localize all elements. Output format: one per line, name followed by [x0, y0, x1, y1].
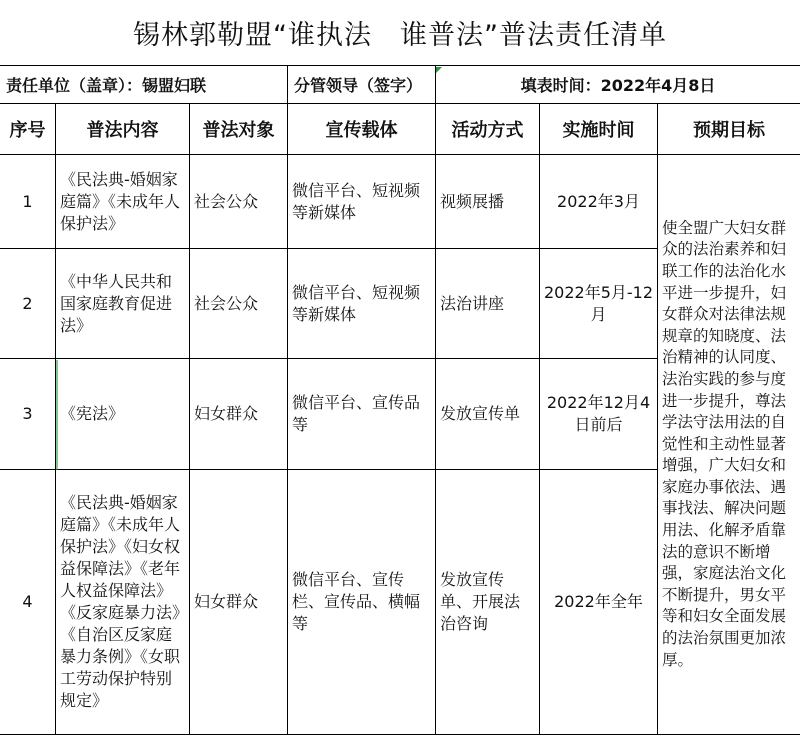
row-3-carrier: 微信平台、宣传品等	[288, 359, 436, 470]
header-goal: 预期目标	[658, 104, 800, 155]
expected-goal: 使全盟广大妇女群众的法治素养和妇联工作的法治化水平进一步提升，妇女群众对法律法规规章的知晓度、法治精神的认同度、法治实践的参与度进一步提升，尊法学法守法用法的自觉性和主动性显著增强，广大妇女和家庭办事依法、遇事找法、解决问题用法、化解矛盾靠法的意识不断增强，家庭法治文化不断提升，男女平等和妇女全面发展的法治氛围更加浓厚。	[658, 155, 800, 735]
row-1-target: 社会公众	[190, 155, 288, 249]
row-3-time: 2022年12月4日前后	[540, 359, 658, 470]
row-2-carrier: 微信平台、短视频等新媒体	[288, 249, 436, 359]
row-4-content: 《民法典-婚姻家庭篇》《未成年人保护法》《妇女权益保障法》《老年人权益保障法》《反家庭暴力法》《自治区反家庭暴力条例》《女职工劳动保护特别规定》	[56, 470, 190, 735]
header-content: 普法内容	[56, 104, 190, 155]
row-4-carrier: 微信平台、宣传栏、宣传品、横幅等	[288, 470, 436, 735]
header-no: 序号	[0, 104, 56, 155]
row-2-method: 法治讲座	[436, 249, 540, 359]
row-2-no: 2	[0, 249, 56, 359]
row-4-method: 发放宣传单、开展法治咨询	[436, 470, 540, 735]
row-3-no: 3	[0, 359, 56, 470]
row-3-content: 《宪法》	[56, 359, 190, 470]
leader-signature: 分管领导（签字）	[288, 66, 436, 104]
row-2-content: 《中华人民共和国家庭教育促进法》	[56, 249, 190, 359]
row-1-time: 2022年3月	[540, 155, 658, 249]
row-2-target: 社会公众	[190, 249, 288, 359]
row-1-content: 《民法典-婚姻家庭篇》《未成年人保护法》	[56, 155, 190, 249]
row-1-carrier: 微信平台、短视频等新媒体	[288, 155, 436, 249]
row-2-time: 2022年5月-12月	[540, 249, 658, 359]
fill-date: 填表时间：2022年4月8日	[436, 66, 800, 104]
responsible-unit: 责任单位（盖章）：锡盟妇联	[0, 66, 288, 104]
row-4-no: 4	[0, 470, 56, 735]
header-carrier: 宣传载体	[288, 104, 436, 155]
cell-comment-marker	[436, 67, 442, 73]
row-1-method: 视频展播	[436, 155, 540, 249]
row-4-time: 2022年全年	[540, 470, 658, 735]
header-method: 活动方式	[436, 104, 540, 155]
row-1-no: 1	[0, 155, 56, 249]
selection-edge	[56, 360, 58, 470]
row-3-target: 妇女群众	[190, 359, 288, 470]
sheet-title: 锡林郭勒盟“谁执法 谁普法”普法责任清单	[0, 0, 800, 66]
row-3-method: 发放宣传单	[436, 359, 540, 470]
header-time: 实施时间	[540, 104, 658, 155]
header-target: 普法对象	[190, 104, 288, 155]
row-4-target: 妇女群众	[190, 470, 288, 735]
